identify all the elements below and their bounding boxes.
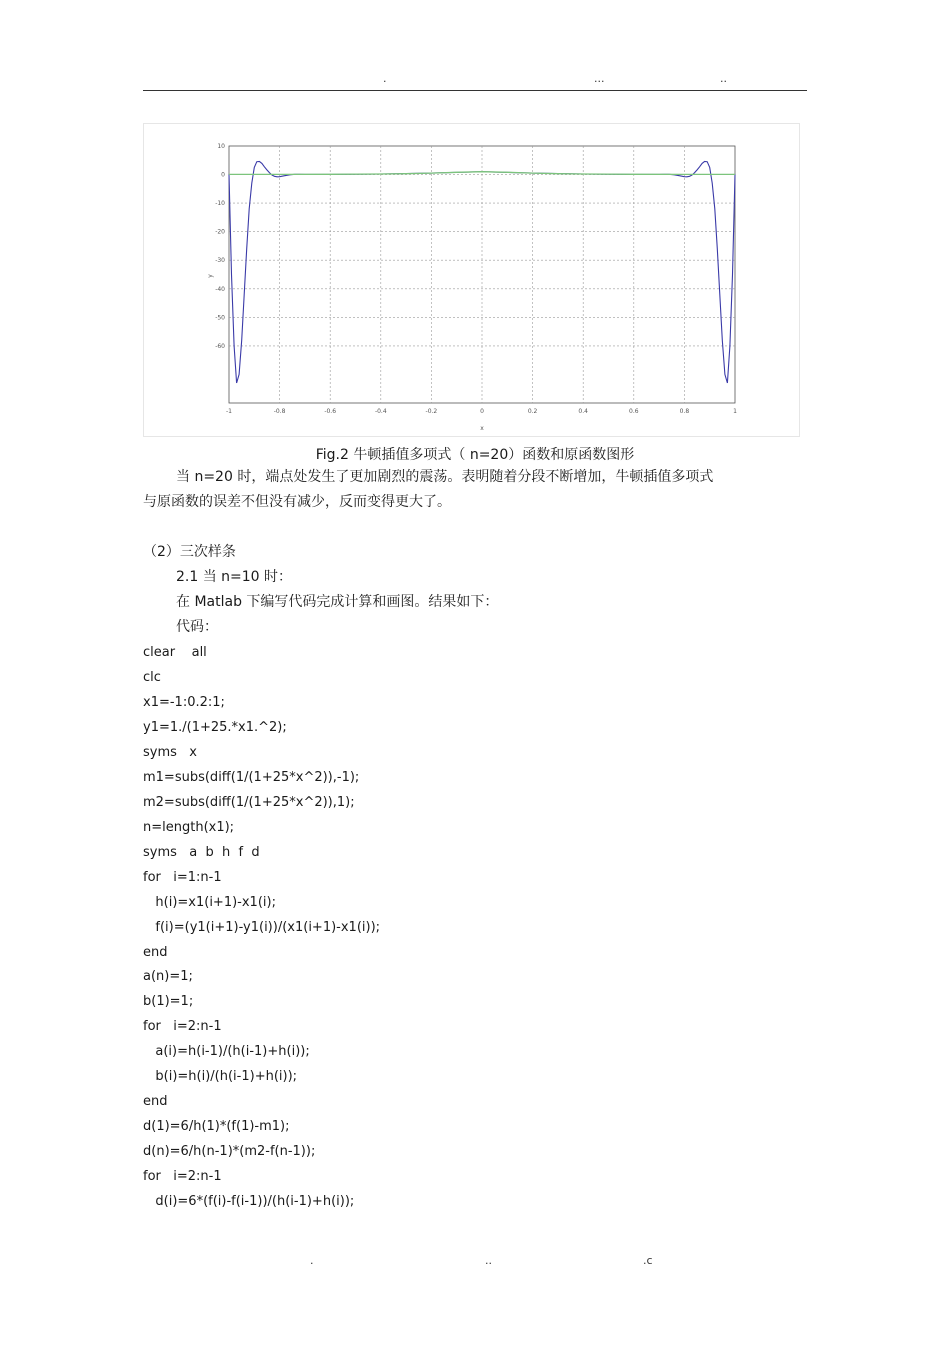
y-tick-label: -50 [215,314,225,322]
code-line: for i=2:n-1 [143,1169,222,1185]
code-line: x1=-1:0.2:1; [143,694,225,710]
code-line: for i=1:n-1 [143,869,222,885]
x-tick-label: 0 [480,408,484,415]
header-rule [143,90,807,91]
code-line: end [143,1094,168,1110]
code-line: b(1)=1; [143,994,194,1010]
code-line: d(1)=6/h(1)*(f(1)-m1); [143,1119,290,1135]
code-line: syms x [143,744,197,760]
code-line: d(n)=6/h(n-1)*(m2-f(n-1)); [143,1144,316,1160]
code-line: m2=subs(diff(1/(1+25*x^2)),1); [143,794,355,810]
y-axis-label: y [207,274,214,278]
y-tick-label: -60 [215,342,225,350]
code-line: n=length(x1); [143,819,235,835]
footer-mark-3: .c [643,1254,653,1267]
footer-mark-1: . [310,1254,314,1267]
y-tick-label: -10 [215,200,225,208]
code-label: 代码： [176,619,218,635]
subsection-heading: 2.1 当 n=10 时： [176,569,293,585]
code-line: h(i)=x1(i+1)-x1(i); [143,894,276,910]
code-line: a(n)=1; [143,969,193,985]
x-tick-label: 0.6 [629,408,639,415]
y-tick-label: 10 [217,143,225,150]
x-tick-label: -0.8 [273,408,286,415]
x-tick-label: -0.4 [374,408,387,415]
code-line: a(i)=h(i-1)/(h(i-1)+h(i)); [143,1044,310,1060]
plot-svg [144,124,799,436]
description-text: 在 Matlab 下编写代码完成计算和画图。结果如下： [176,594,499,610]
section-heading: （2）三次样条 [143,544,236,560]
x-tick-label: 0.2 [527,408,538,415]
x-axis-label: x [480,425,484,432]
x-tick-label: -1 [226,408,232,415]
header-mark-2: ... [594,72,605,85]
code-line: m1=subs(diff(1/(1+25*x^2)),-1); [143,769,360,785]
header-mark-3: .. [720,72,727,85]
code-line: d(i)=6*(f(i)-f(i-1))/(h(i-1)+h(i)); [143,1194,355,1210]
footer-mark-2: .. [485,1254,492,1267]
figure-caption: Fig.2 牛顿插值多项式（ n=20）函数和原函数图形 [315,447,635,463]
code-line: y1=1./(1+25.*x1.^2); [143,719,287,735]
y-tick-label: -40 [215,285,225,293]
x-tick-label: 1 [733,408,737,415]
header-mark-1: . [383,72,387,85]
code-line: syms a b h f d [143,844,260,860]
code-line: clc [143,669,161,685]
y-tick-label: -30 [215,257,225,265]
code-line: end [143,944,168,960]
code-line: for i=2:n-1 [143,1019,222,1035]
code-line: f(i)=(y1(i+1)-y1(i))/(x1(i+1)-x1(i)); [143,919,381,935]
figure-plot [143,123,800,437]
x-tick-label: 0.4 [578,408,588,415]
y-tick-label: -20 [215,228,225,236]
x-tick-label: 0.8 [679,408,690,415]
code-line: clear all [143,645,207,660]
x-tick-label: -0.2 [425,408,438,415]
code-line: b(i)=h(i)/(h(i-1)+h(i)); [143,1069,298,1085]
paragraph-line-2: 与原函数的误差不但没有减少，反而变得更大了。 [143,494,451,510]
paragraph-line-1: 当 n=20 时，端点处发生了更加剧烈的震荡。表明随着分段不断增加，牛顿插值多项式 [176,469,714,485]
y-tick-label: 0 [221,171,225,179]
x-tick-label: -0.6 [324,408,337,415]
